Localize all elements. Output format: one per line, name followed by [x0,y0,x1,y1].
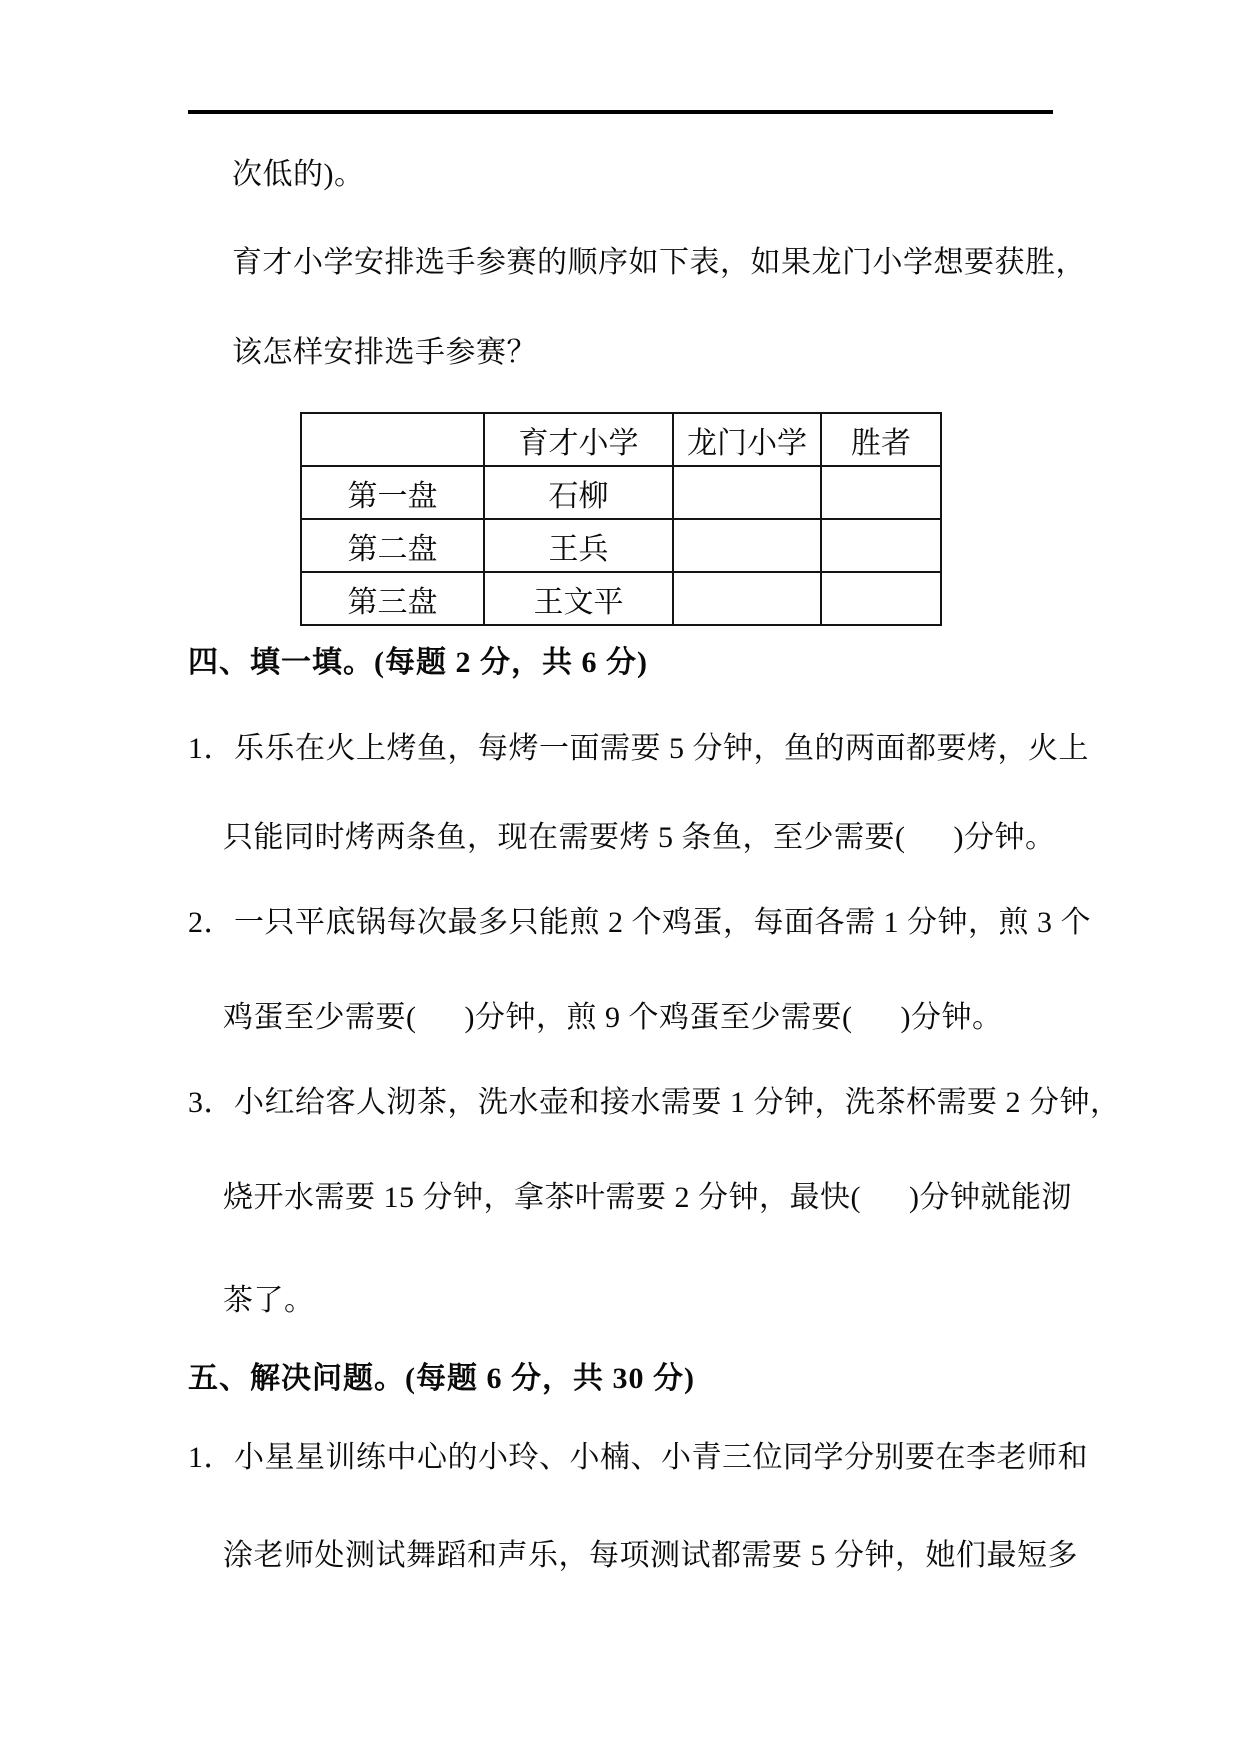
match-order-table [300,412,942,626]
section4-q2-line2: 鸡蛋至少需要( )分钟，煎 9 个鸡蛋至少需要( )分钟。 [223,1001,1003,1034]
table-header-longmen: 龙门小学 [673,413,821,466]
section-four-heading: 四、填一填。(每题 2 分，共 6 分) [188,646,648,679]
row1-winner-blank [821,466,941,519]
section5-q1-line2: 涂老师处测试舞蹈和声乐，每项测试都需要 5 分钟，她们最短多 [223,1539,1078,1572]
row2-winner-blank [821,519,941,572]
paragraph-fragment: 次低的)。 [232,158,365,191]
intro-line-2: 该怎样安排选手参赛？ [232,336,537,369]
table-row-2 [301,519,941,572]
row1-yucai: 石柳 [484,466,673,519]
section4-q3-line3: 茶了。 [223,1284,315,1317]
table-header-winner: 胜者 [821,413,941,466]
row2-label: 第二盘 [301,519,484,572]
row3-yucai: 王文平 [484,572,673,625]
row2-longmen-blank [673,519,821,572]
section5-q1-line1: 1．小星星训练中心的小玲、小楠、小青三位同学分别要在李老师和 [188,1441,1088,1474]
page-content [0,110,1241,1577]
table-header-yucai: 育才小学 [484,413,673,466]
header-rule [188,110,1053,114]
table-header-row [301,413,941,466]
row3-longmen-blank [673,572,821,625]
table-row-3 [301,572,941,625]
section4-q1-line2: 只能同时烤两条鱼，现在需要烤 5 条鱼，至少需要( )分钟。 [223,821,1056,854]
row1-longmen-blank [673,466,821,519]
row3-winner-blank [821,572,941,625]
section4-q2-line1: 2．一只平底锅每次最多只能煎 2 个鸡蛋，每面各需 1 分钟，煎 3 个 [188,906,1091,939]
table-row-1 [301,466,941,519]
section-five-heading: 五、解决问题。(每题 6 分，共 30 分) [188,1362,695,1395]
intro-line-1: 育才小学安排选手参赛的顺序如下表，如果龙门小学想要获胜， [232,246,1086,279]
row3-label: 第三盘 [301,572,484,625]
row1-label: 第一盘 [301,466,484,519]
section4-q1-line1: 1．乐乐在火上烤鱼，每烤一面需要 5 分钟，鱼的两面都要烤，火上 [188,732,1089,765]
section4-q3-line1: 3．小红给客人沏茶，洗水壶和接水需要 1 分钟，洗茶杯需要 2 分钟， [188,1086,1121,1119]
section4-q3-line2: 烧开水需要 15 分钟，拿茶叶需要 2 分钟，最快( )分钟就能沏 [223,1181,1072,1214]
table-cell-corner [301,413,484,466]
row2-yucai: 王兵 [484,519,673,572]
